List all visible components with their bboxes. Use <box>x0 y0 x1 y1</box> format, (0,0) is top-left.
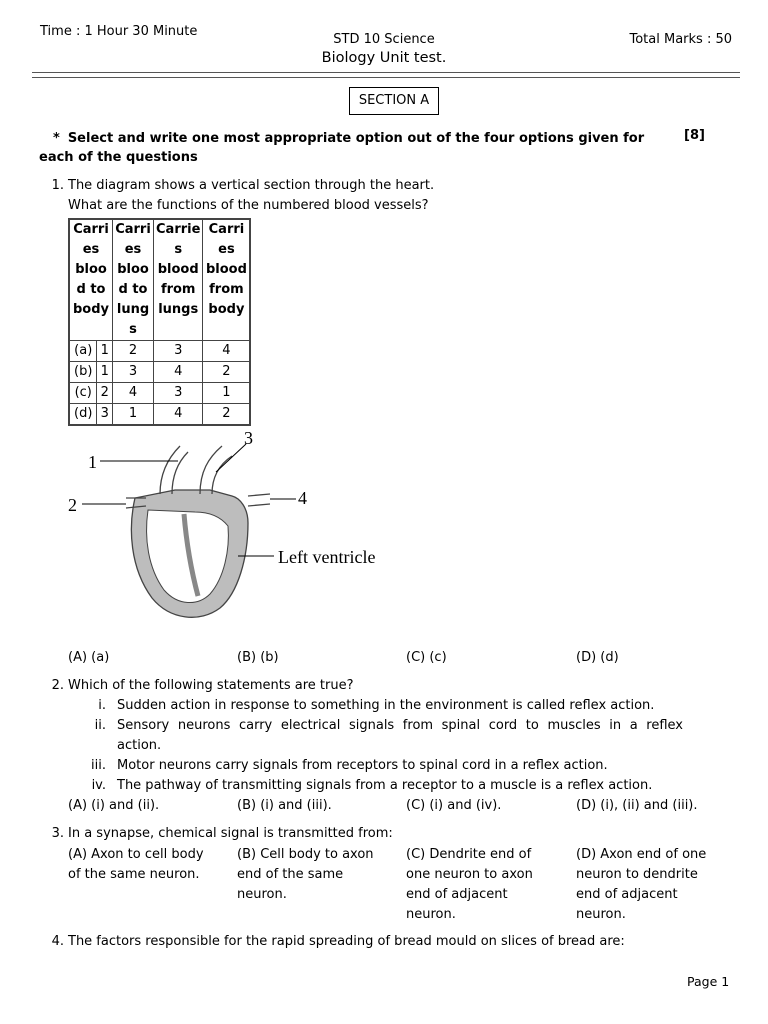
header-text: body <box>72 302 110 317</box>
header-carries-blood-from-lungs <box>154 219 203 341</box>
q2-statement-text: Sudden action in response to something in the environment is called reflex action. <box>117 698 655 713</box>
q1-option-d[interactable]: (D) (d) <box>576 650 619 665</box>
header-text: es <box>82 242 100 257</box>
header-text: lungs <box>158 302 199 317</box>
table-cell: 2 <box>97 383 113 404</box>
vessel-1 <box>160 446 180 494</box>
table-cell: 3 <box>97 404 113 426</box>
q2-statement-number: iii. <box>91 758 106 773</box>
table-row <box>69 362 250 383</box>
header-text: bloo <box>117 262 149 277</box>
table-cell: 4 <box>113 383 154 404</box>
table-cell: 4 <box>154 404 203 426</box>
row-label: (a) <box>69 341 97 362</box>
table-cell: 4 <box>203 341 251 362</box>
header-text: s <box>174 242 183 257</box>
header-carries-blood-to-body <box>69 219 113 341</box>
header-text: Carri <box>115 222 151 237</box>
q2-option-a[interactable]: (A) (i) and (ii). <box>68 798 160 813</box>
q3-option-c[interactable] <box>406 845 533 925</box>
q1-options-table <box>68 218 251 426</box>
q2-statement-text: Sensory neurons carry electrical signals from spinal cord to muscles in a reflex <box>117 718 683 733</box>
q2-statement-number: ii. <box>94 718 106 733</box>
instruction-star: * <box>53 131 60 146</box>
table-row <box>69 341 250 362</box>
page-number: Page 1 <box>687 974 730 989</box>
table-cell: 4 <box>154 362 203 383</box>
header-text: blood <box>157 262 199 277</box>
pointer-3 <box>216 444 246 472</box>
q1-number: 1. <box>51 178 64 193</box>
option-line: neuron. <box>576 907 626 922</box>
q2-statement-number: i. <box>98 698 106 713</box>
q2-statement-text: The pathway of transmitting signals from a receptor to a muscle is a reflex action. <box>117 778 653 793</box>
row-label: (d) <box>69 404 97 426</box>
table-header-row <box>69 219 250 341</box>
q1-option-b[interactable]: (B) (b) <box>237 650 279 665</box>
option-line: neuron to dendrite <box>576 867 698 882</box>
q4-number: 4. <box>51 934 64 949</box>
option-line: (B) Cell body to axon <box>237 847 374 862</box>
table-cell: 1 <box>97 341 113 362</box>
table-cell: 2 <box>203 362 251 383</box>
table-cell: 1 <box>203 383 251 404</box>
option-line: of the same neuron. <box>68 867 200 882</box>
row-label: (b) <box>69 362 97 383</box>
table-cell: 3 <box>113 362 154 383</box>
q3-text: In a synapse, chemical signal is transmitted from: <box>68 826 393 841</box>
option-line: (C) Dendrite end of <box>406 847 532 862</box>
q3-option-b[interactable] <box>237 845 374 905</box>
row-label: (c) <box>69 383 97 404</box>
header-divider-bottom <box>32 77 740 78</box>
q2-option-d[interactable]: (D) (i), (ii) and (iii). <box>576 798 698 813</box>
section-title-box: SECTION A <box>349 87 439 115</box>
q2-number: 2. <box>51 678 64 693</box>
vessel-4 <box>248 494 270 506</box>
header-text: es <box>124 242 142 257</box>
header-text: blood <box>205 262 247 277</box>
header-text: d to <box>118 282 148 297</box>
header-carries-blood-to-lungs <box>113 219 154 341</box>
q1-option-a[interactable]: (A) (a) <box>68 650 110 665</box>
q2-statement-number: iv. <box>91 778 106 793</box>
header-text: s <box>129 322 137 337</box>
option-line: one neuron to axon <box>406 867 533 882</box>
q2-text: Which of the following statements are true? <box>68 678 354 693</box>
heart-diagram <box>60 428 400 628</box>
vessel-3-inner <box>212 456 232 494</box>
table-row <box>69 404 250 426</box>
header-divider-top <box>32 72 740 73</box>
header-text: body <box>208 302 245 317</box>
q2-statement-text-cont: action. <box>117 738 162 753</box>
q2-statement-text: Motor neurons carry signals from receptors to spinal cord in a reflex action. <box>117 758 608 773</box>
header-text: Carri <box>73 222 109 237</box>
header-carries-blood-from-body <box>203 219 251 341</box>
header-text: lung <box>116 302 150 317</box>
table-cell: 1 <box>97 362 113 383</box>
diagram-label-3: 3 <box>244 428 253 448</box>
table-cell: 2 <box>203 404 251 426</box>
vessel-1-inner <box>172 452 188 494</box>
table-cell: 3 <box>154 383 203 404</box>
option-line: (A) Axon to cell body <box>68 847 204 862</box>
option-line: end of the same <box>237 867 344 882</box>
option-line: (D) Axon end of one <box>576 847 707 862</box>
header-text: from <box>209 282 244 297</box>
q2-option-b[interactable]: (B) (i) and (iii). <box>237 798 332 813</box>
instruction-text: Select and write one most appropriate option out of the four options given for each of the questions <box>39 131 645 165</box>
q1-text-line2: What are the functions of the numbered blood vessels? <box>68 198 429 213</box>
diagram-label-4: 4 <box>298 488 307 508</box>
q4-text: The factors responsible for the rapid spreading of bread mould on slices of bread are: <box>68 934 625 949</box>
q3-option-a[interactable] <box>68 845 204 885</box>
table-row <box>69 383 250 404</box>
option-line: end of adjacent <box>576 887 678 902</box>
header-text: from <box>160 282 196 297</box>
q2-option-c[interactable]: (C) (i) and (iv). <box>406 798 502 813</box>
diagram-label-2: 2 <box>68 495 77 515</box>
q3-option-d[interactable] <box>576 845 706 925</box>
exam-subject: Biology Unit test. <box>321 50 447 66</box>
table-cell: 2 <box>113 341 154 362</box>
exam-time: Time : 1 Hour 30 Minute <box>40 24 198 39</box>
option-line: neuron. <box>406 907 456 922</box>
table-cell: 3 <box>154 341 203 362</box>
header-text: Carrie <box>156 222 201 237</box>
total-marks: Total Marks : 50 <box>629 32 732 47</box>
header-text: bloo <box>75 262 107 277</box>
option-line: neuron. <box>237 887 287 902</box>
diagram-label-1: 1 <box>88 452 97 472</box>
instruction-marks: [8] <box>684 128 705 143</box>
header-text: Carri <box>208 222 245 237</box>
exam-standard: STD 10 Science <box>333 32 435 47</box>
q1-text-line1: The diagram shows a vertical section through the heart. <box>68 178 435 193</box>
q3-number: 3. <box>51 826 64 841</box>
table-cell: 1 <box>113 404 154 426</box>
q1-option-c[interactable]: (C) (c) <box>406 650 447 665</box>
header-text: es <box>218 242 235 257</box>
section-instruction <box>39 129 679 167</box>
header-text: d to <box>76 282 106 297</box>
option-line: end of adjacent <box>406 887 508 902</box>
diagram-label-left-ventricle: Left ventricle <box>278 547 376 567</box>
